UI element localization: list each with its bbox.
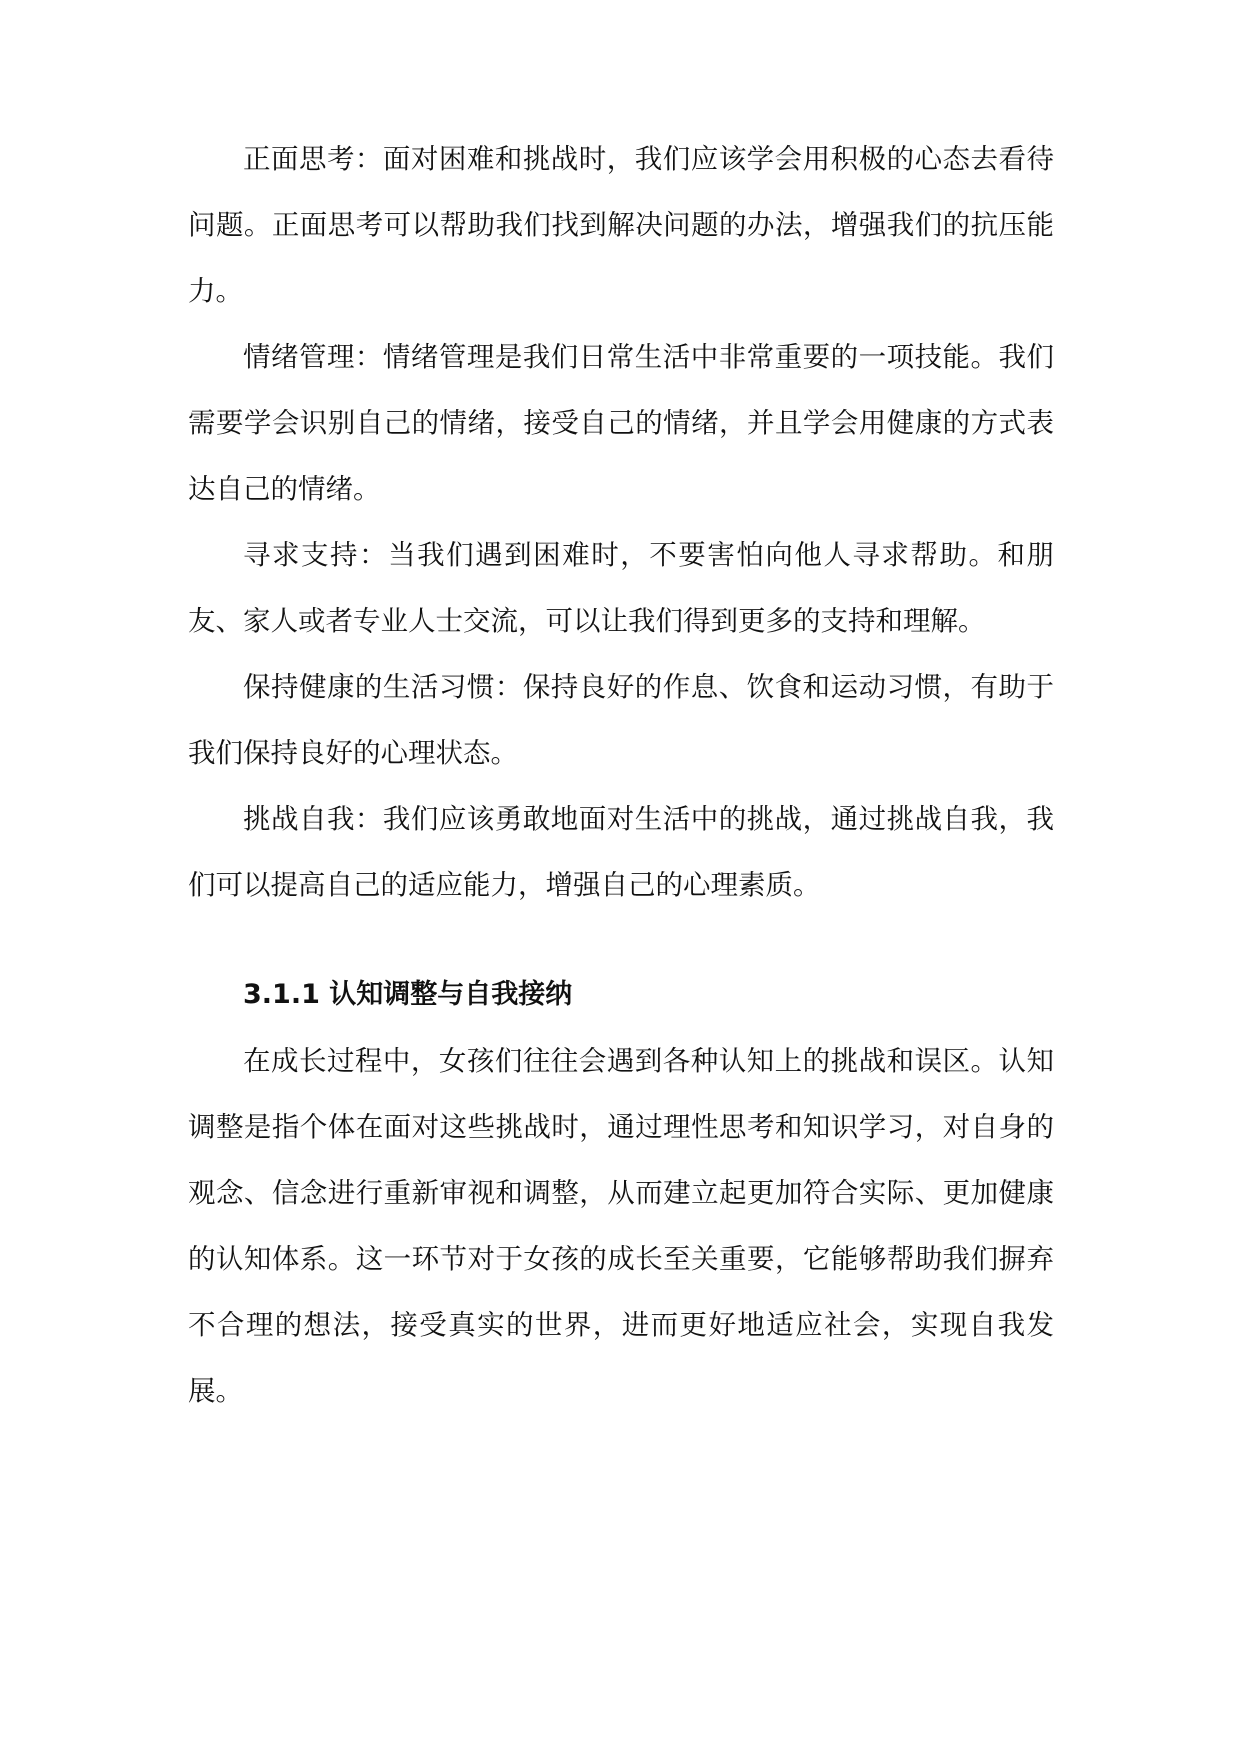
section-heading: 3.1.1 认知调整与自我接纳 (243, 979, 573, 1010)
paragraph-self-challenge: 挑战自我：我们应该勇敢地面对生活中的挑战，通过挑战自我，我们可以提高自己的适应能力，增强自己的心理素质。 (188, 803, 1054, 901)
paragraph-healthy-habits: 保持健康的生活习惯：保持良好的作息、饮食和运动习惯，有助于我们保持良好的心理状态。 (188, 671, 1054, 769)
paragraph-cognitive-adjustment: 在成长过程中，女孩们往往会遇到各种认知上的挑战和误区。认知调整是指个体在面对这些挑战时，通过理性思考和知识学习，对自身的观念、信念进行重新审视和调整，从而建立起更加符合实际、更加健康的认知体系。这一环节对于女孩的成长至关重要，它能够帮助我们摒弃不合理的想法，接受真实的世界，进而更好地适应社会，实现自我发展。 (188, 1045, 1054, 1407)
paragraph-positive-thinking: 正面思考：面对困难和挑战时，我们应该学会用积极的心态去看待问题。正面思考可以帮助我们找到解决问题的办法，增强我们的抗压能力。 (188, 143, 1054, 307)
paragraph-emotion-management: 情绪管理：情绪管理是我们日常生活中非常重要的一项技能。我们需要学会识别自己的情绪，接受自己的情绪，并且学会用健康的方式表达自己的情绪。 (188, 341, 1054, 505)
paragraph-seeking-support: 寻求支持：当我们遇到困难时，不要害怕向他人寻求帮助。和朋友、家人或者专业人士交流，可以让我们得到更多的支持和理解。 (188, 539, 1054, 637)
